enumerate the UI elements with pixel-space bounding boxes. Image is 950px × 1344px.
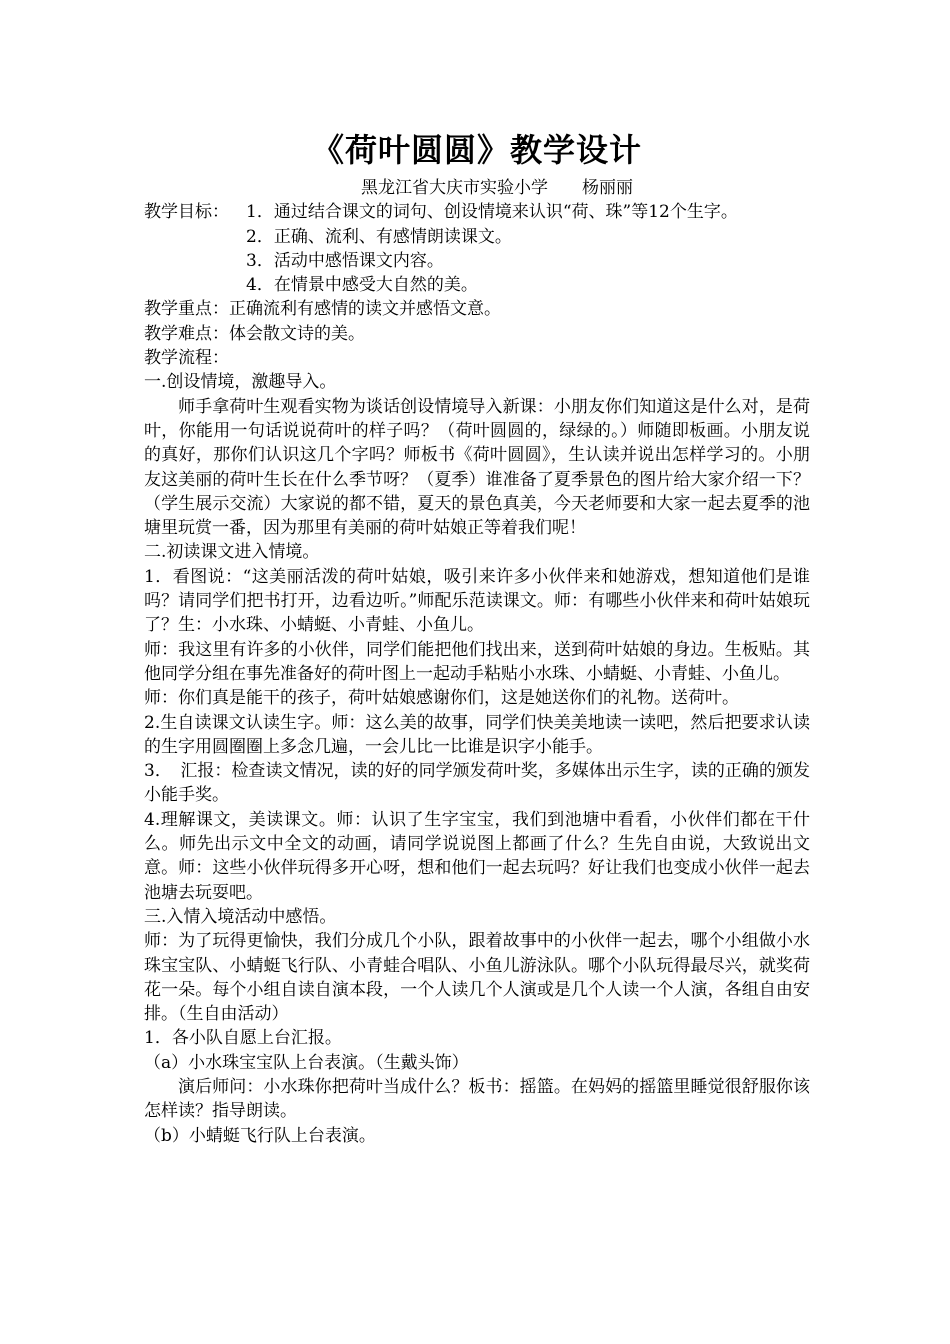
process-label: 教学流程： [144,348,229,369]
author-byline: 黑龙江省大庆市实验小学 杨丽丽 [361,178,633,198]
section-paragraph: 师：我这里有许多的小伙伴，同学们能把他们找出来，送到荷叶姑娘的身边。生板贴。其他同学分组在事先准备好的荷叶图上一起动手粘贴小水珠、小蜻蜓、小青蛙、小鱼儿。 [144,639,810,684]
document-page [144,128,810,1148]
section-paragraph: 师手拿荷叶生观看实物为谈话创设情境导入新课：小朋友你们知道这是什么对，是荷叶，你能用一句话说说荷叶的样子吗？（荷叶圆圆的，绿绿的。）师随即板画。小朋友说的真好，那你们认识这几个字吗？师板书《荷叶圆圆》，生认读并说出怎样学习的。小朋友这美丽的荷叶生长在什么季节呀？（夏季）谁准备了夏季景色的图片给大家介绍一下？（学生展示交流）大家说的都不错，夏天的景色真美，今天老师要和大家一起去夏季的池塘里玩赏一番，因为那里有美丽的荷叶姑娘正等着我们呢！ [144,396,810,539]
objectives-label: 教学目标： [144,202,229,223]
section-heading: 二.初读课文进入情境。 [144,542,320,563]
section-paragraph: 师：为了玩得更愉快，我们分成几个小队，跟着故事中的小伙伴一起去，哪个小组做小水珠宝宝队、小蜻蜓飞行队、小青蛙合唱队、小鱼儿游泳队。哪个小队玩得最尽兴，就奖荷花一朵。每个小组自读自演本段，一个人读几个人演或是几个人读一个人演，各组自由安排。（生自由活动） [144,931,810,1025]
document-title: 《荷叶圆圆》教学设计 [311,131,642,169]
sub-item-b: （b）小蜻蜓飞行队上台表演。 [144,1125,376,1146]
section-paragraph: 1．各小队自愿上台汇报。 [144,1028,342,1049]
section-heading: 一.创设情境，激趣导入。 [144,372,337,393]
objective-item: 4．在情景中感受大自然的美。 [246,275,478,296]
objective-item: 1．通过结合课文的词句、创设情境来认识“荷、珠”等12个生字。 [246,202,738,223]
section-paragraph: 3． 汇报：检查读文情况，读的好的同学颁发荷叶奖，多媒体出示生字，读的正确的颁发小能手奖。 [144,761,810,806]
section-heading: 三.入情入境活动中感悟。 [144,906,337,927]
objective-item: 3．活动中感悟课文内容。 [246,250,444,271]
difficulty: 教学难点：体会散文诗的美。 [144,323,365,344]
sub-item-a-text: 演后师问：小水珠你把荷叶当成什么？板书：摇篮。在妈妈的摇篮里睡觉很舒服你该怎样读？指导朗读。 [144,1076,810,1122]
section-paragraph: 师：你们真是能干的孩子，荷叶姑娘感谢你们，这是她送你们的礼物。送荷叶。 [144,688,739,709]
section-paragraph: 2.生自读课文认读生字。师：这么美的故事，同学们快美美地读一读吧，然后把要求认读的生字用圆圈圈上多念几遍，一会儿比一比谁是识字小能手。 [144,712,810,757]
sub-item-a: （a）小水珠宝宝队上台表演。（生戴头饰） [144,1052,469,1073]
objective-item: 2．正确、流利、有感情朗读课文。 [246,226,512,247]
section-paragraph: 1．看图说：“这美丽活泼的荷叶姑娘，吸引来许多小伙伴来和她游戏，想知道他们是谁吗？请同学们把书打开，边看边听。”师配乐范读课文。师：有哪些小伙伴来和荷叶姑娘玩了？生：小水珠、小蜻蜓、小青蛙、小鱼儿。 [144,566,810,636]
key-point: 教学重点：正确流利有感情的读文并感悟文意。 [144,299,501,320]
section-paragraph: 4.理解课文，美读课文。师：认识了生字宝宝，我们到池塘中看看，小伙伴们都在干什么。师先出示文中全文的动画，请同学说说图上都画了什么？生先自由说，大致说出文意。师：这些小伙伴玩得多开心呀，想和他们一起去玩吗？好让我们也变成小伙伴一起去池塘去玩耍吧。 [144,809,810,903]
objective-row-1 [144,200,810,224]
